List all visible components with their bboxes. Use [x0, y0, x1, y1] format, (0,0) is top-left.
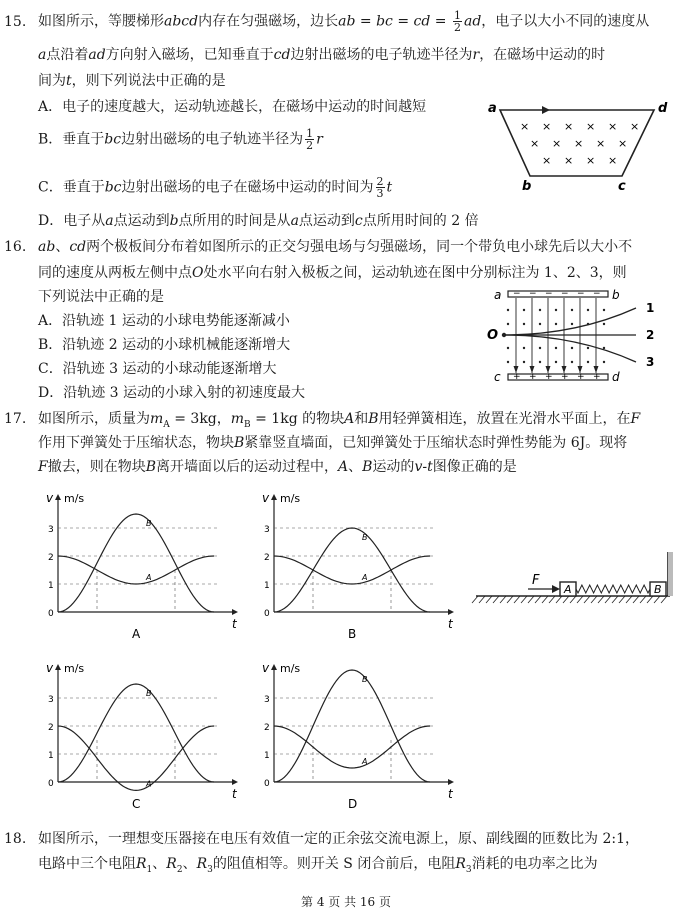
- q17-line-2: 作用下弹簧处于压缩状态，物块B紧靠竖直墙面，已知弹簧处于压缩状态时弹性势能为 6J。现将: [38, 435, 628, 451]
- curve-a-label: A: [362, 757, 368, 766]
- field-dot: [603, 347, 605, 349]
- hatch-line: [626, 596, 632, 603]
- field-dot: [539, 361, 541, 363]
- v-axis-unit: m/s: [64, 662, 85, 675]
- curve-b: [58, 514, 214, 612]
- arrow-icon: [542, 106, 550, 114]
- graph-option-label: A: [132, 627, 141, 641]
- curve-b: [58, 684, 214, 782]
- tick-label: 1: [264, 581, 270, 591]
- tick-label: 3: [264, 695, 270, 705]
- origin-label-o: O: [487, 328, 499, 343]
- force-label-f: F: [532, 573, 540, 588]
- plus-sign: +: [513, 372, 521, 382]
- hatch-line: [619, 596, 625, 603]
- minus-sign: −: [545, 289, 553, 299]
- hatch-line: [654, 596, 660, 603]
- q15-line-2: a点沿着ad方向射入磁场，已知垂直于cd边射出磁场的电子轨迹半径为r，在磁场中运动的时: [38, 47, 606, 63]
- cross-mark: ×: [552, 137, 562, 150]
- hatch-line: [633, 596, 639, 603]
- cross-mark: ×: [520, 120, 530, 133]
- q16-line-2: 同的速度从两板左侧中点O处水平向右射入极板之间，运动轨迹在图中分别标注为 1、2、3，则: [38, 265, 627, 281]
- curve-a-label: A: [146, 573, 152, 582]
- q15-option-b: B．垂直于bc边射出磁场的电子轨迹半径为 $\frac{1}{2}$ r: [38, 127, 323, 152]
- minus-sign: −: [513, 289, 521, 299]
- q16-option-c: C．沿轨迹 3 运动的小球动能逐渐增大: [38, 361, 277, 377]
- curve-b-label: B: [362, 675, 368, 684]
- plus-sign: +: [577, 372, 585, 382]
- cross-mark: ×: [586, 154, 596, 167]
- trajectory-label-3: 3: [646, 355, 655, 369]
- cross-mark: ×: [618, 137, 628, 150]
- field-dot: [539, 323, 541, 325]
- arrow-icon: [232, 779, 238, 785]
- t-axis-label: t: [448, 787, 453, 801]
- field-dot: [571, 347, 573, 349]
- cross-mark: ×: [574, 137, 584, 150]
- minus-sign: −: [577, 289, 585, 299]
- field-dot: [555, 347, 557, 349]
- plate-label-d: d: [612, 370, 620, 384]
- hatch-line: [598, 596, 604, 603]
- t-axis-label: t: [232, 787, 237, 801]
- cross-mark: ×: [608, 120, 618, 133]
- tick-label: 3: [48, 525, 54, 535]
- field-dot: [603, 309, 605, 311]
- graph-option-label: D: [348, 797, 358, 811]
- magnetic-field-crosses: [520, 120, 639, 167]
- block-b-label: B: [654, 583, 662, 596]
- hatch-line: [507, 596, 513, 603]
- spring: [576, 585, 650, 593]
- v-axis-label: v: [262, 661, 270, 675]
- curve-b-label: B: [146, 689, 152, 698]
- plus-sign: +: [545, 372, 553, 382]
- hatch-line: [640, 596, 646, 603]
- field-dot: [523, 323, 525, 325]
- curve-b-label: B: [146, 519, 152, 528]
- plus-sign: +: [529, 372, 537, 382]
- curve-a: [274, 726, 430, 768]
- field-dot: [555, 309, 557, 311]
- minus-sign: −: [561, 289, 569, 299]
- cross-mark: ×: [596, 137, 606, 150]
- arrow-icon: [271, 664, 277, 670]
- field-dot: [539, 347, 541, 349]
- block-a-label: A: [564, 583, 572, 596]
- q15-line-3: 间为t，则下列说法中正确的是: [38, 73, 226, 89]
- fraction-one-half: $\frac{1}{2}$: [453, 9, 461, 34]
- cross-mark: ×: [564, 120, 574, 133]
- minus-sign: −: [593, 289, 601, 299]
- v-axis-unit: m/s: [280, 492, 301, 505]
- q17-spring-figure: [470, 548, 680, 610]
- field-dot: [571, 323, 573, 325]
- hatch-line: [535, 596, 541, 603]
- vertex-label-d: d: [658, 101, 668, 116]
- vt-graph-d: [246, 660, 456, 810]
- field-dot: [603, 361, 605, 363]
- hatch-line: [647, 596, 653, 603]
- q16-line-1: 16. ab、cd两个极板间分布着如图所示的正交匀强电场与匀强磁场，同一个带负电小球先后以大小不: [4, 239, 633, 255]
- q16-option-d: D．沿轨迹 3 运动的小球入射的初速度最大: [38, 385, 306, 401]
- field-dot: [571, 309, 573, 311]
- hatch-line: [486, 596, 492, 603]
- curve-a-label: A: [146, 779, 152, 789]
- cross-mark: ×: [530, 137, 540, 150]
- hatch-line: [612, 596, 618, 603]
- hatch-line: [577, 596, 583, 603]
- tick-label: 2: [264, 723, 270, 733]
- curve-a: [274, 556, 430, 584]
- field-dot: [507, 323, 509, 325]
- trajectory-1: [504, 308, 636, 335]
- plate-label-b: b: [612, 288, 620, 302]
- field-dot: [603, 323, 605, 325]
- cross-mark: ×: [542, 154, 552, 167]
- hatch-line: [521, 596, 527, 603]
- tick-label: 3: [264, 525, 270, 535]
- fraction-two-thirds: $\frac{2}{3}$: [376, 175, 384, 200]
- tick-label: 0: [264, 779, 270, 789]
- vertex-label-c: c: [618, 179, 626, 194]
- graph-option-label: C: [132, 797, 141, 811]
- vertex-label-b: b: [522, 179, 532, 194]
- hatch-line: [549, 596, 555, 603]
- tick-label: 1: [48, 751, 54, 761]
- q16-option-b: B．沿轨迹 2 运动的小球机械能逐渐增大: [38, 337, 291, 353]
- v-axis-label: v: [262, 491, 270, 505]
- arrow-icon: [448, 609, 454, 615]
- vertex-label-a: a: [488, 101, 497, 116]
- field-dot: [523, 309, 525, 311]
- plus-sign: +: [593, 372, 601, 382]
- q18-line-2: 电路中三个电阻$R_1$、$R_2$、$R_3$的阻值相等。则开关 S 闭合前后，电阻$R_3$消耗的电功率之比为: [38, 856, 598, 875]
- tick-label: 3: [48, 695, 54, 705]
- fraction-one-half: $\frac{1}{2}$: [306, 127, 314, 152]
- question-number: 16.: [4, 239, 27, 255]
- field-dot: [523, 347, 525, 349]
- question-number: 18.: [4, 831, 27, 847]
- tick-label: 2: [264, 553, 270, 563]
- vt-graph-b: [246, 490, 456, 640]
- wall-hatching: [668, 552, 673, 596]
- v-axis-unit: m/s: [64, 492, 85, 505]
- hatch-line: [563, 596, 569, 603]
- minus-sign: −: [529, 289, 537, 299]
- arrow-icon: [271, 494, 277, 500]
- hatch-line: [500, 596, 506, 603]
- hatch-line: [542, 596, 548, 603]
- q17-line-3: F撤去，则在物块B离开墙面以后的运动过程中，A、B运动的v-t图像正确的是: [38, 459, 517, 475]
- cross-mark: ×: [542, 120, 552, 133]
- arrow-icon: [232, 609, 238, 615]
- field-dot: [507, 309, 509, 311]
- vt-graph-a: [30, 490, 240, 640]
- question-number: 17.: [4, 411, 27, 427]
- q15-option-c: C．垂直于bc边射出磁场的电子在磁场中运动的时间为 $\frac{2}{3}$ t: [38, 175, 393, 200]
- curve-b-label: B: [362, 533, 368, 542]
- plate-label-a: a: [494, 288, 502, 302]
- tick-label: 2: [48, 553, 54, 563]
- field-dot: [555, 323, 557, 325]
- plus-sign: +: [561, 372, 569, 382]
- tick-label: 1: [264, 751, 270, 761]
- field-dot: [587, 361, 589, 363]
- hatch-line: [472, 596, 478, 603]
- cross-mark: ×: [608, 154, 618, 167]
- field-dot: [571, 361, 573, 363]
- trajectory-label-2: 2: [646, 328, 655, 342]
- curve-a: [58, 726, 214, 790]
- q16-plates-figure: [486, 286, 682, 386]
- cross-mark: ×: [586, 120, 596, 133]
- hatch-line: [528, 596, 534, 603]
- field-dot: [539, 309, 541, 311]
- field-dot: [507, 347, 509, 349]
- hatch-line: [479, 596, 485, 603]
- trajectory-label-1: 1: [646, 301, 655, 315]
- curve-a-label: A: [362, 573, 368, 582]
- curve-b: [274, 528, 430, 612]
- tick-label: 0: [48, 609, 54, 619]
- q15-trapezoid-figure: [480, 96, 680, 192]
- field-dot: [587, 347, 589, 349]
- hatch-line: [493, 596, 499, 603]
- arrow-icon: [552, 585, 560, 593]
- plate-label-c: c: [494, 370, 501, 384]
- hatch-line: [556, 596, 562, 603]
- tick-label: 0: [48, 779, 54, 789]
- question-number: 15.: [4, 13, 27, 30]
- field-dot: [507, 361, 509, 363]
- tick-label: 2: [48, 723, 54, 733]
- q15-option-d: D．电子从a点运动到b点所用的时间是从a点运动到c点所用时间的 2 倍: [38, 213, 479, 229]
- graph-option-label: B: [348, 627, 357, 641]
- hatch-line: [591, 596, 597, 603]
- q18-line-1: 18. 如图所示，一理想变压器接在电压有效值一定的正余弦交流电源上，原、副线圈的匝数比为 2:1，: [4, 831, 639, 847]
- v-axis-label: v: [46, 491, 54, 505]
- field-dot: [587, 309, 589, 311]
- hatch-line: [661, 596, 667, 603]
- q15-line-1: 15. 如图所示，等腰梯形abcd内存在匀强磁场，边长ab = bc = cd = $\frac{1}{2}$ ad，电子以大小不同的速度从: [4, 9, 650, 34]
- hatch-line: [570, 596, 576, 603]
- field-dot: [555, 361, 557, 363]
- t-axis-label: t: [232, 617, 237, 631]
- hatch-line: [584, 596, 590, 603]
- tick-label: 1: [48, 581, 54, 591]
- t-axis-label: t: [448, 617, 453, 631]
- vt-graph-c: [30, 660, 240, 810]
- v-axis-label: v: [46, 661, 54, 675]
- arrow-icon: [448, 779, 454, 785]
- arrow-icon: [55, 664, 61, 670]
- cross-mark: ×: [564, 154, 574, 167]
- arrow-icon: [55, 494, 61, 500]
- cross-mark: ×: [630, 120, 640, 133]
- q16-line-3: 下列说法中正确的是: [38, 289, 164, 305]
- field-dot: [523, 361, 525, 363]
- hatch-line: [605, 596, 611, 603]
- v-axis-unit: m/s: [280, 662, 301, 675]
- page-footer: 第 4 页 共 16 页: [301, 895, 391, 909]
- hatch-line: [514, 596, 520, 603]
- q17-line-1: 17. 如图所示，质量为$m_A = 3kg$，$m_B = 1kg$ 的物块A和B用轻弹簧相连，放置在光滑水平面上，在F: [4, 411, 641, 430]
- q15-option-a: A．电子的速度越大，运动轨迹越长，在磁场中运动的时间越短: [38, 99, 427, 115]
- curve-a: [58, 556, 214, 584]
- tick-label: 0: [264, 609, 270, 619]
- ground-hatching: [472, 596, 667, 603]
- q16-option-a: A．沿轨迹 1 运动的小球电势能逐渐减小: [38, 313, 290, 329]
